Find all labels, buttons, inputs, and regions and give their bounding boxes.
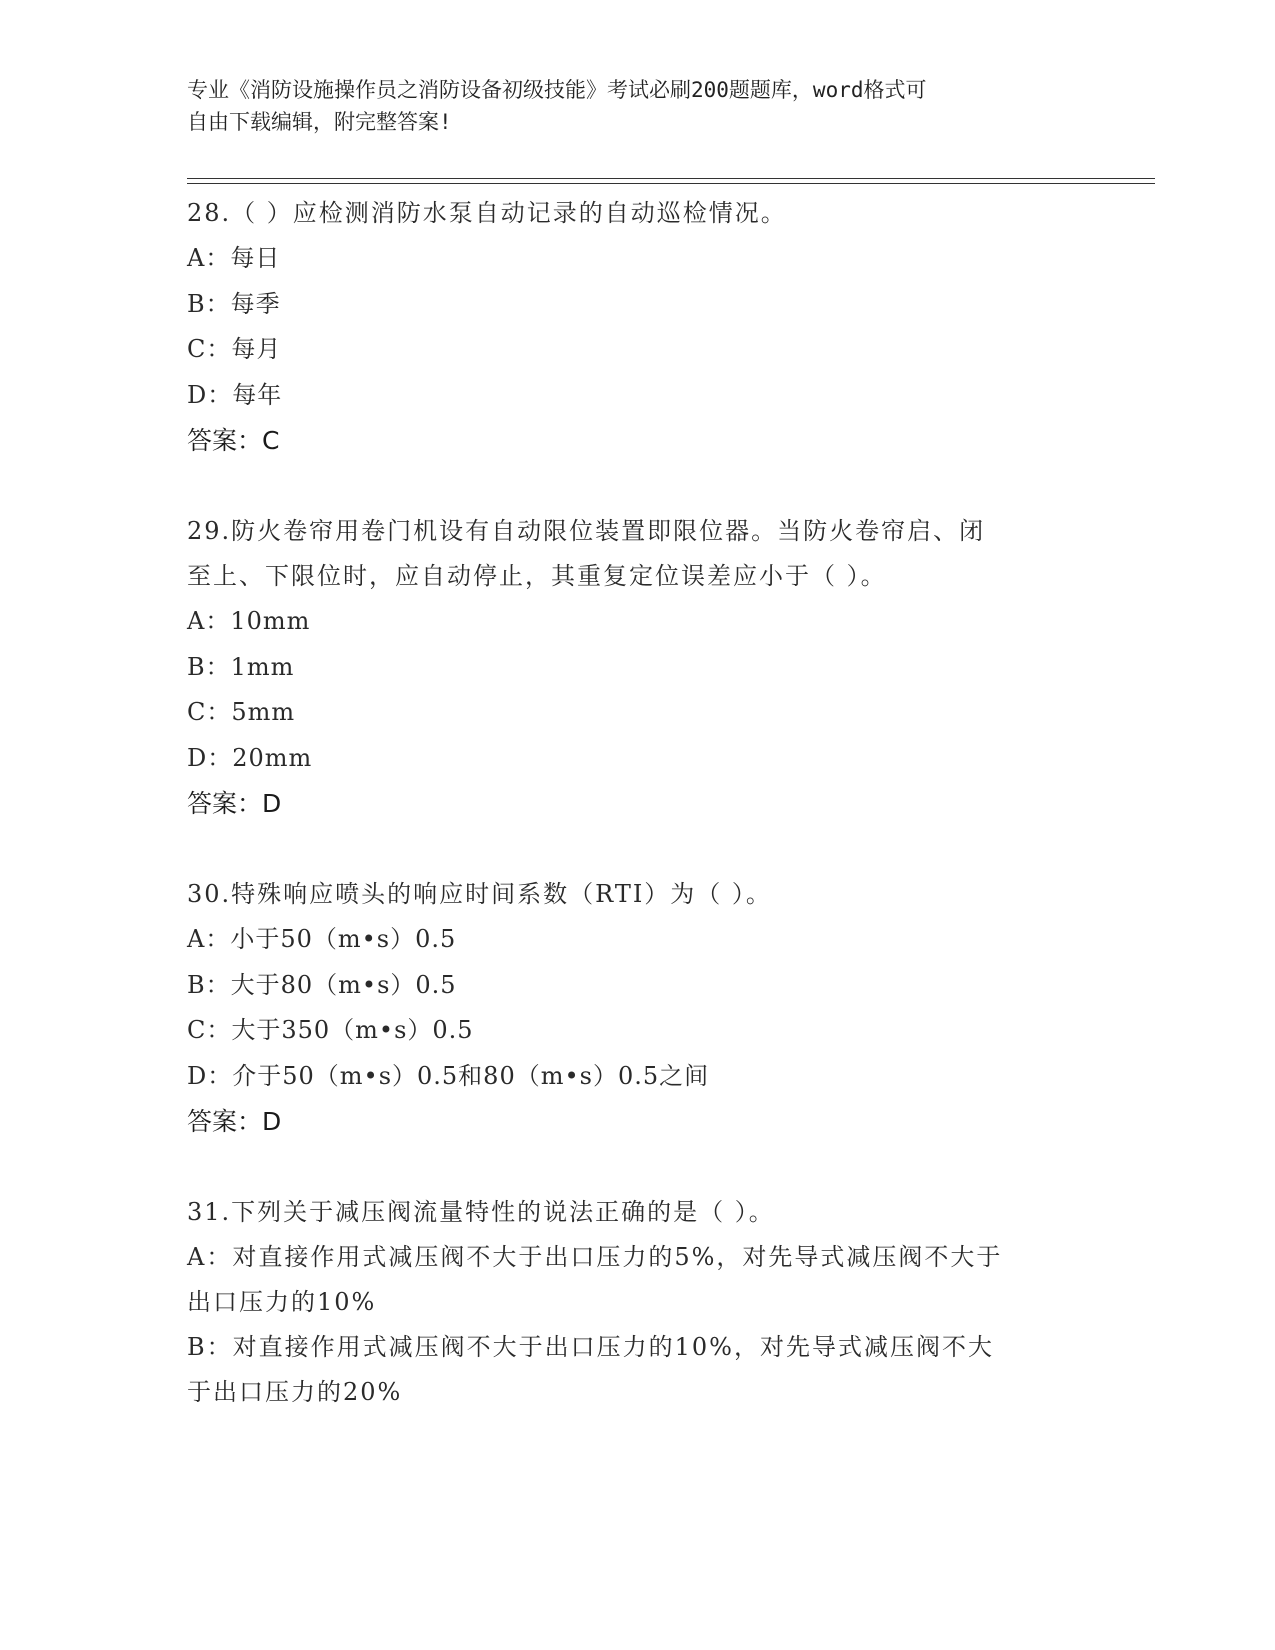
question-spacer — [187, 1144, 1087, 1190]
question-29 — [187, 509, 1087, 826]
question-28 — [187, 191, 1087, 463]
option-b: B：1mm — [187, 652, 295, 681]
question-stem-continued: 至上、下限位时，应自动停止，其重复定位误差应小于（ ）。 — [187, 562, 887, 590]
option-b: B：对直接作用式减压阀不大于出口压力的10%，对先导式减压阀不大 — [187, 1333, 994, 1361]
option-b: B：每季 — [187, 289, 281, 318]
header-rule-top — [187, 178, 1155, 179]
header-line-1: 专业《消防设施操作员之消防设备初级技能》考试必刷200题题库，word格式可 — [187, 78, 927, 102]
answer-line: 答案：D — [187, 1107, 282, 1136]
option-a: A：对直接作用式减压阀不大于出口压力的5%，对先导式减压阀不大于 — [187, 1243, 1003, 1271]
option-a: A：每日 — [187, 244, 281, 272]
option-c: C：大于350（m•s）0.5 — [187, 1016, 474, 1044]
option-d: D：介于50（m•s）0.5和80（m•s）0.5之间 — [187, 1061, 710, 1090]
header-rule-bottom — [187, 183, 1155, 184]
header-line-2: 自由下载编辑，附完整答案! — [187, 110, 452, 134]
option-a-continued: 出口压力的10% — [187, 1288, 377, 1316]
question-stem: 31.下列关于减压阀流量特性的说法正确的是（ ）。 — [187, 1198, 775, 1226]
option-a: A：10mm — [187, 607, 311, 635]
question-spacer — [187, 826, 1087, 872]
option-d: D：每年 — [187, 380, 283, 409]
question-stem: 29.防火卷帘用卷门机设有自动限位装置即限位器。当防火卷帘启、闭 — [187, 517, 986, 545]
question-stem: 30.特殊响应喷头的响应时间系数（RTI）为（ ）。 — [187, 880, 772, 908]
question-spacer — [187, 463, 1087, 509]
option-c: C：5mm — [187, 698, 296, 726]
option-a: A：小于50（m•s）0.5 — [187, 925, 457, 953]
answer-line: 答案：D — [187, 789, 282, 818]
option-b-continued: 于出口压力的20% — [187, 1378, 403, 1406]
option-b: B：大于80（m•s）0.5 — [187, 970, 457, 999]
question-stem: 28.（ ）应检测消防水泵自动记录的自动巡检情况。 — [187, 199, 787, 227]
option-d: D：20mm — [187, 743, 313, 772]
document-header — [187, 74, 1067, 138]
question-30 — [187, 872, 1087, 1144]
answer-line: 答案：C — [187, 426, 280, 455]
question-list — [187, 191, 1087, 1415]
option-c: C：每月 — [187, 335, 282, 363]
question-31 — [187, 1190, 1087, 1415]
